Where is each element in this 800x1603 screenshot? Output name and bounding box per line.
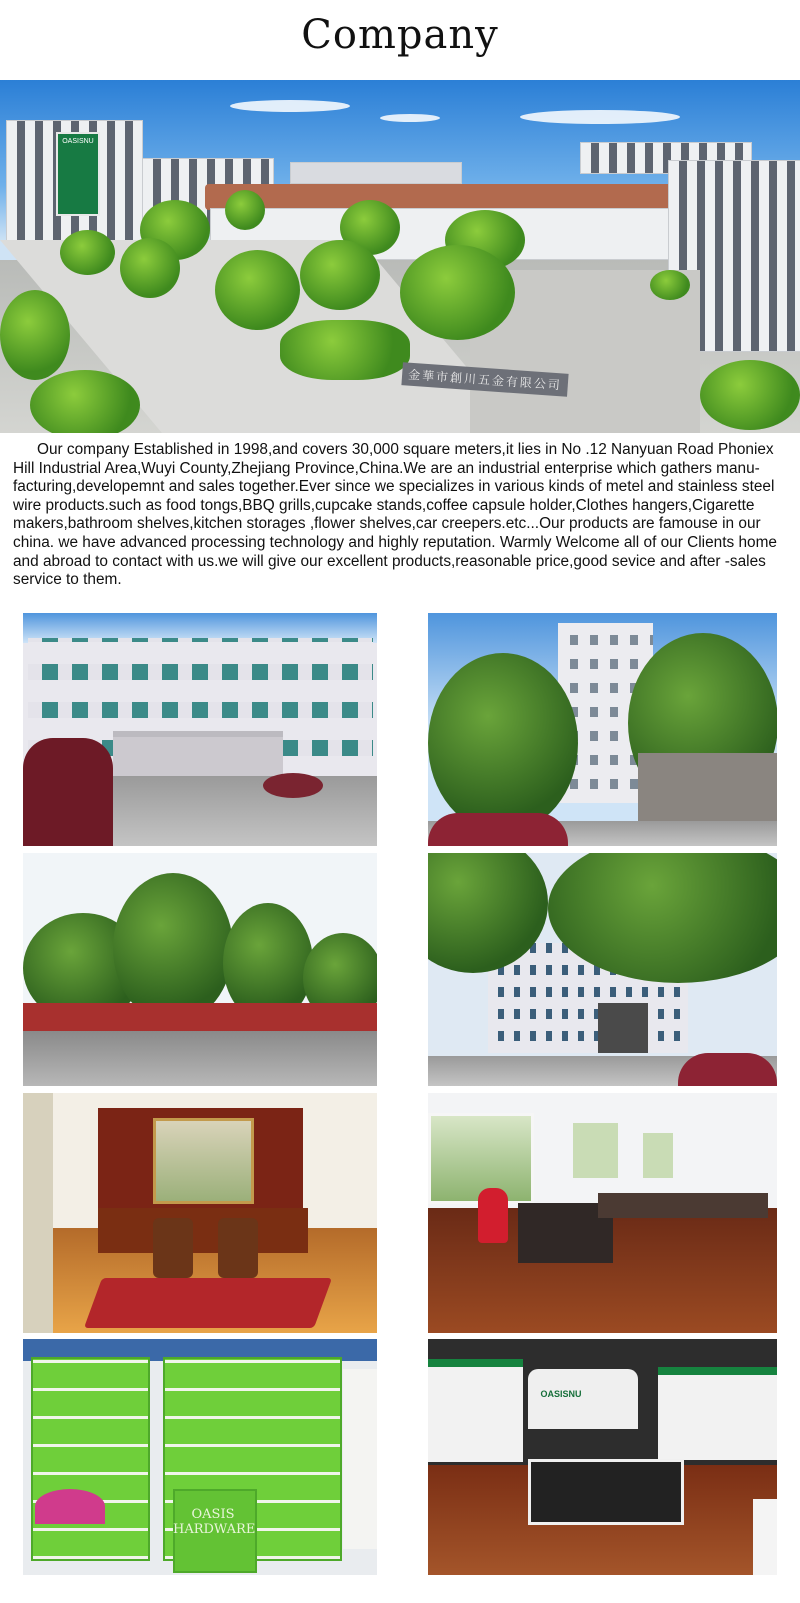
photo-garden: [23, 853, 377, 1086]
photo-executive-office: [23, 1093, 377, 1333]
hero-banner-logo: OASISNU: [62, 138, 94, 145]
company-intro: Our company Established in 1998,and covers 30,000 square meters,it lies in No .12 Nanyuan Road Phoniex Hill Industrial Area,Wuyi County,Zhejiang Province,China.We are an industrial enterprise which gathers manu-facturing,developemnt and sales together.Ever since we specializes in various kinds of metel and stainless steel wire products.such as food tongs,BBQ grills,cupcake stands,coffee capsule holder,Clothes hangers,Cigarette makers,bathroom shelves,kitchen storages ,flower shelves,car creepers.etc...Our products are famouse in our china. we have advanced processing technology and highly reputation. Warmly Welcome all of our Clients home and abroad to contact with us.we will give our excellent products,reasonable price,good sevice and after -sales service to them.: [13, 441, 777, 589]
photo-showroom: [428, 1339, 777, 1575]
photo-building-big-tree: [428, 853, 777, 1086]
photo-trade-booth: [23, 1339, 377, 1575]
showroom-logo: OASISNU: [540, 1389, 582, 1399]
hero-factory-photo: [0, 80, 800, 433]
hero-company-sign: 金華市創川五金有限公司: [401, 362, 568, 397]
booth-sign: OASIS HARDWARE: [173, 1507, 256, 1537]
page-title: Company: [301, 12, 499, 58]
photo-office-building: [23, 613, 377, 846]
photo-building-trees: [428, 613, 777, 846]
photo-open-office: [428, 1093, 777, 1333]
